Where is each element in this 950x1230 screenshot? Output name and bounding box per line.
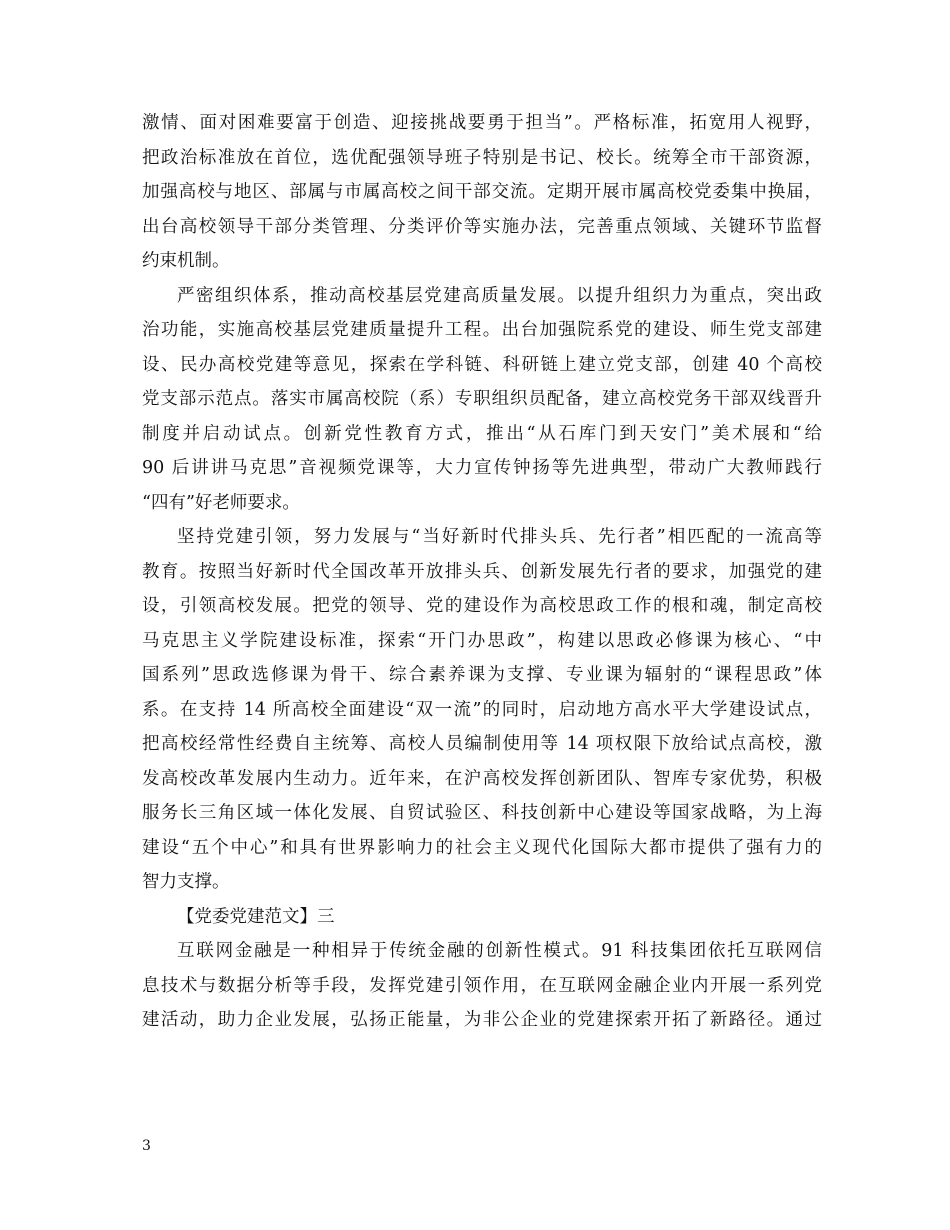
text-line: 设、民办高校党建等意见，探索在学科链、科研链上建立党支部，创建 40 个高校 (142, 354, 822, 375)
text-line: 激情、面对困难要富于创造、迎接挑战要勇于担当”。严格标准，拓宽用人视野， (142, 113, 822, 133)
text-line: “四有”好老师要求。 (142, 492, 300, 513)
text-line: 坚持党建引领，努力发展与“当好新时代排头兵、先行者”相匹配的一流高等 (177, 527, 822, 547)
text-line: 教育。按照当好新时代全国改革开放排头兵、创新发展先行者的要求，加强党的建 (142, 561, 822, 582)
text-line: 严密组织体系，推动高校基层党建高质量发展。以提升组织力为重点，突出政 (177, 285, 822, 306)
text-line: 出台高校领导干部分类管理、分类评价等实施办法，完善重点领域、关键环节监督 (142, 216, 822, 237)
text-line: 建活动，助力企业发展，弘扬正能量，为非公企业的党建探索开拓了新路径。通过 (142, 1010, 822, 1030)
text-line: 建设“五个中心”和具有世界影响力的社会主义现代化国际大都市提供了强有力的 (142, 837, 822, 858)
text-line: 把高校经常性经费自主统筹、高校人员编制使用等 14 项权限下放给试点高校，激 (142, 734, 822, 754)
text-line: 发高校改革发展内生动力。近年来，在沪高校发挥创新团队、智库专家优势，积极 (142, 768, 822, 789)
text-line: 智力支撑。 (142, 872, 230, 892)
page-number: 3 (142, 1138, 151, 1154)
body-text (142, 112, 822, 1044)
text-line: 【党委党建范文】三 (177, 906, 335, 927)
text-line: 把政治标准放在首位，选优配强领导班子特别是书记、校长。统筹全市干部资源， (142, 147, 822, 168)
text-line: 党支部示范点。落实市属高校院（系）专职组织员配备，建立高校党务干部双线晋升 (142, 389, 822, 409)
text-line: 国系列”思政选修课为骨干、综合素养课为支撑、专业课为辐射的“课程思政”体 (142, 665, 822, 685)
text-line: 加强高校与地区、部属与市属高校之间干部交流。定期开展市属高校党委集中换届， (142, 182, 822, 202)
text-line: 90 后讲讲马克思”音视频党课等，大力宣传钟扬等先进典型，带动广大教师践行 (142, 458, 822, 478)
text-line: 互联网金融是一种相异于传统金融的创新性模式。91 科技集团依托互联网信 (177, 941, 822, 961)
text-line: 马克思主义学院建设标准，探索“开门办思政”，构建以思政必修课为核心、“中 (142, 630, 822, 651)
text-line: 约束机制。 (142, 251, 230, 271)
text-line: 设，引领高校发展。把党的领导、党的建设作为高校思政工作的根和魂，制定高校 (142, 596, 822, 616)
text-line: 息技术与数据分析等手段，发挥党建引领作用，在互联网金融企业内开展一系列党 (142, 975, 822, 996)
text-line: 系。在支持 14 所高校全面建设“双一流”的同时，启动地方高水平大学建设试点， (142, 699, 822, 720)
text-line: 制度并启动试点。创新党性教育方式，推出“从石库门到天安门”美术展和“给 (142, 423, 822, 444)
text-line: 服务长三角区域一体化发展、自贸试验区、科技创新中心建设等国家战略，为上海 (142, 803, 822, 823)
text-line: 治功能，实施高校基层党建质量提升工程。出台加强院系党的建设、师生党支部建 (142, 320, 822, 340)
